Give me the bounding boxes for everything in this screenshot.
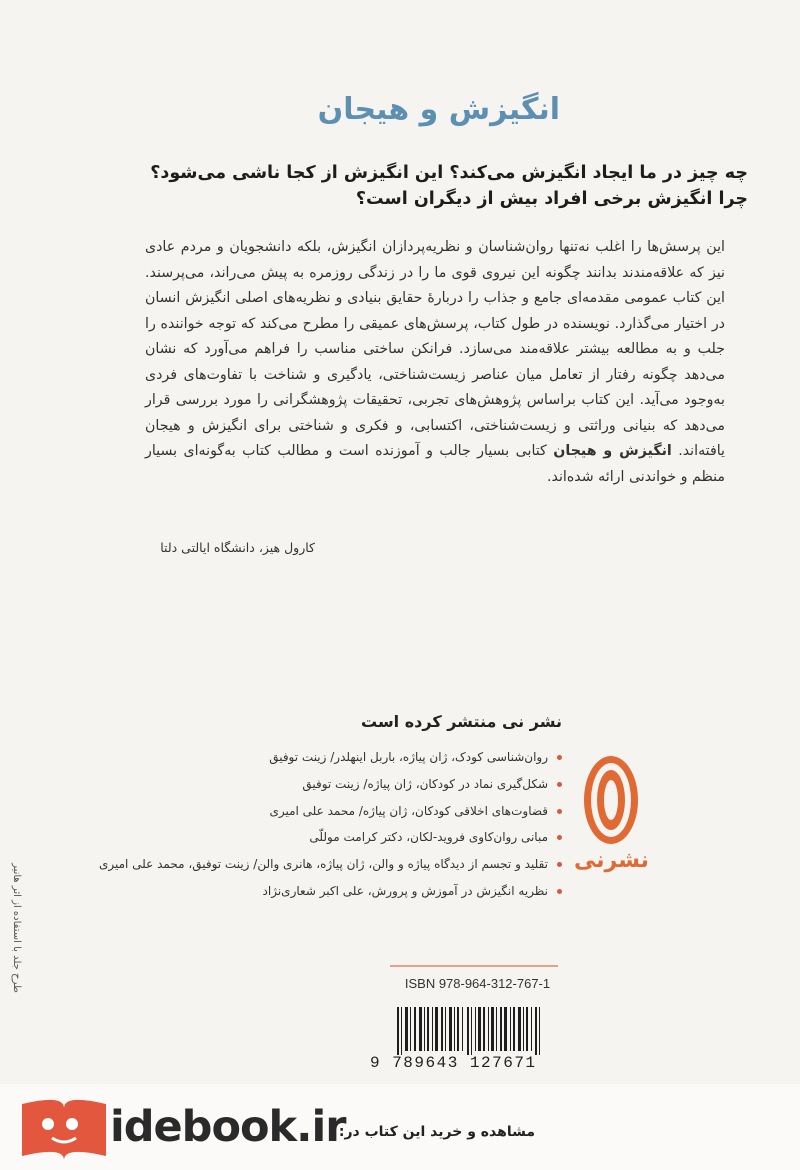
ad-brand-link[interactable]: idebook.ir xyxy=(110,1102,346,1152)
question-line: چه چیز در ما ایجاد انگیزش می‌کند؟ این انگیزش از کجا ناشی می‌شود؟ xyxy=(150,163,748,183)
book-title: انگیزش و هیجان xyxy=(317,92,560,127)
key-questions xyxy=(140,160,748,212)
description-paragraph xyxy=(145,235,725,490)
book-heart-icon[interactable] xyxy=(14,1094,114,1164)
list-item: مبانی روان‌کاوی فروید-لکان، دکتر کرامت موللّی xyxy=(2,824,562,851)
description-part-2: کتابی بسیار جالب و آموزنده است و مطالب کتاب به‌گونه‌ای بسیار منظم و خواندنی ارائه شده‌اند. xyxy=(145,443,725,485)
cover-design-credit: طرح جلد با استفاده از اثر هانیر xyxy=(11,863,22,993)
list-item: روان‌شناسی کودک، ژان پیاژه، باربل اینهلدر/ زینت توفیق xyxy=(2,744,562,771)
author-credit: کارول هیز، دانشگاه ایالتی دلتا xyxy=(160,540,315,555)
publisher-logo-text: نشرنی xyxy=(574,848,649,873)
list-item: قضاوت‌های اخلاقی کودکان، ژان پیاژه/ محمد علی امیری xyxy=(2,798,562,825)
list-item: شکل‌گیری نماد در کودکان، ژان پیاژه/ زینت توفیق xyxy=(2,771,562,798)
isbn: ISBN 978-964-312-767-1 xyxy=(404,976,551,991)
ad-text: مشاهده و خرید این کتاب در: xyxy=(338,1124,535,1140)
published-heading: نشر نی منتشر کرده است xyxy=(361,712,562,731)
barcode-number: 9 789643 127671 xyxy=(370,1054,537,1072)
published-list xyxy=(2,744,562,905)
question-line: چرا انگیزش برخی افراد بیش از دیگران است؟ xyxy=(355,189,748,209)
list-item: نظریه انگیزش در آموزش و پرورش، علی اکبر شعاری‌نژاد xyxy=(2,878,562,905)
barcode xyxy=(385,995,563,1087)
description-part-1: این پرسش‌ها را اغلب نه‌تنها روان‌شناسان و نظریه‌پردازان انگیزش، بلکه دانشجویان و مردم عادی نیز که علاقه‌مندند بدانند چگونه این نیروی قوی ما را در زندگی روزمره به پیش می‌راند، می‌پرسند. این کتاب عمومی مقدمه‌ای جامع و جذاب را دربارهٔ حقایق بنیادی و نظریه‌های اصلی انگیزش انسان در اختیار می‌گذارد. نویسنده در طول کتاب، پرسش‌های عمیقی را مطرح می‌کند که توجه خواننده را جلب و به مطالعه بیشتر علاقه‌مند می‌سازد. فرانکن ساختی مناسب را فراهم می‌آورد که نشان می‌دهد چگونه رفتار از تعامل میان عناصر زیست‌شناختی، یادگیری و شناخت با تفاوت‌های فردی به‌وجود می‌آید. این کتاب براساس پژوهش‌های تجربی، تحقیقات پژوهشگرانی را مورد بررسی قرار می‌دهد که بنیانی وراثتی و زیست‌شناختی، اکتسابی، و فکری و شناختی برای انگیزش و هیجان یافته‌اند. xyxy=(145,239,726,459)
description-bold-title: انگیزش و هیجان xyxy=(553,443,672,459)
isbn-divider xyxy=(390,965,558,967)
list-item: تقلید و تجسم از دیدگاه پیاژه و والن، ژان پیاژه، هانری والن/ زینت توفیق، محمد علی امیری xyxy=(2,851,562,878)
